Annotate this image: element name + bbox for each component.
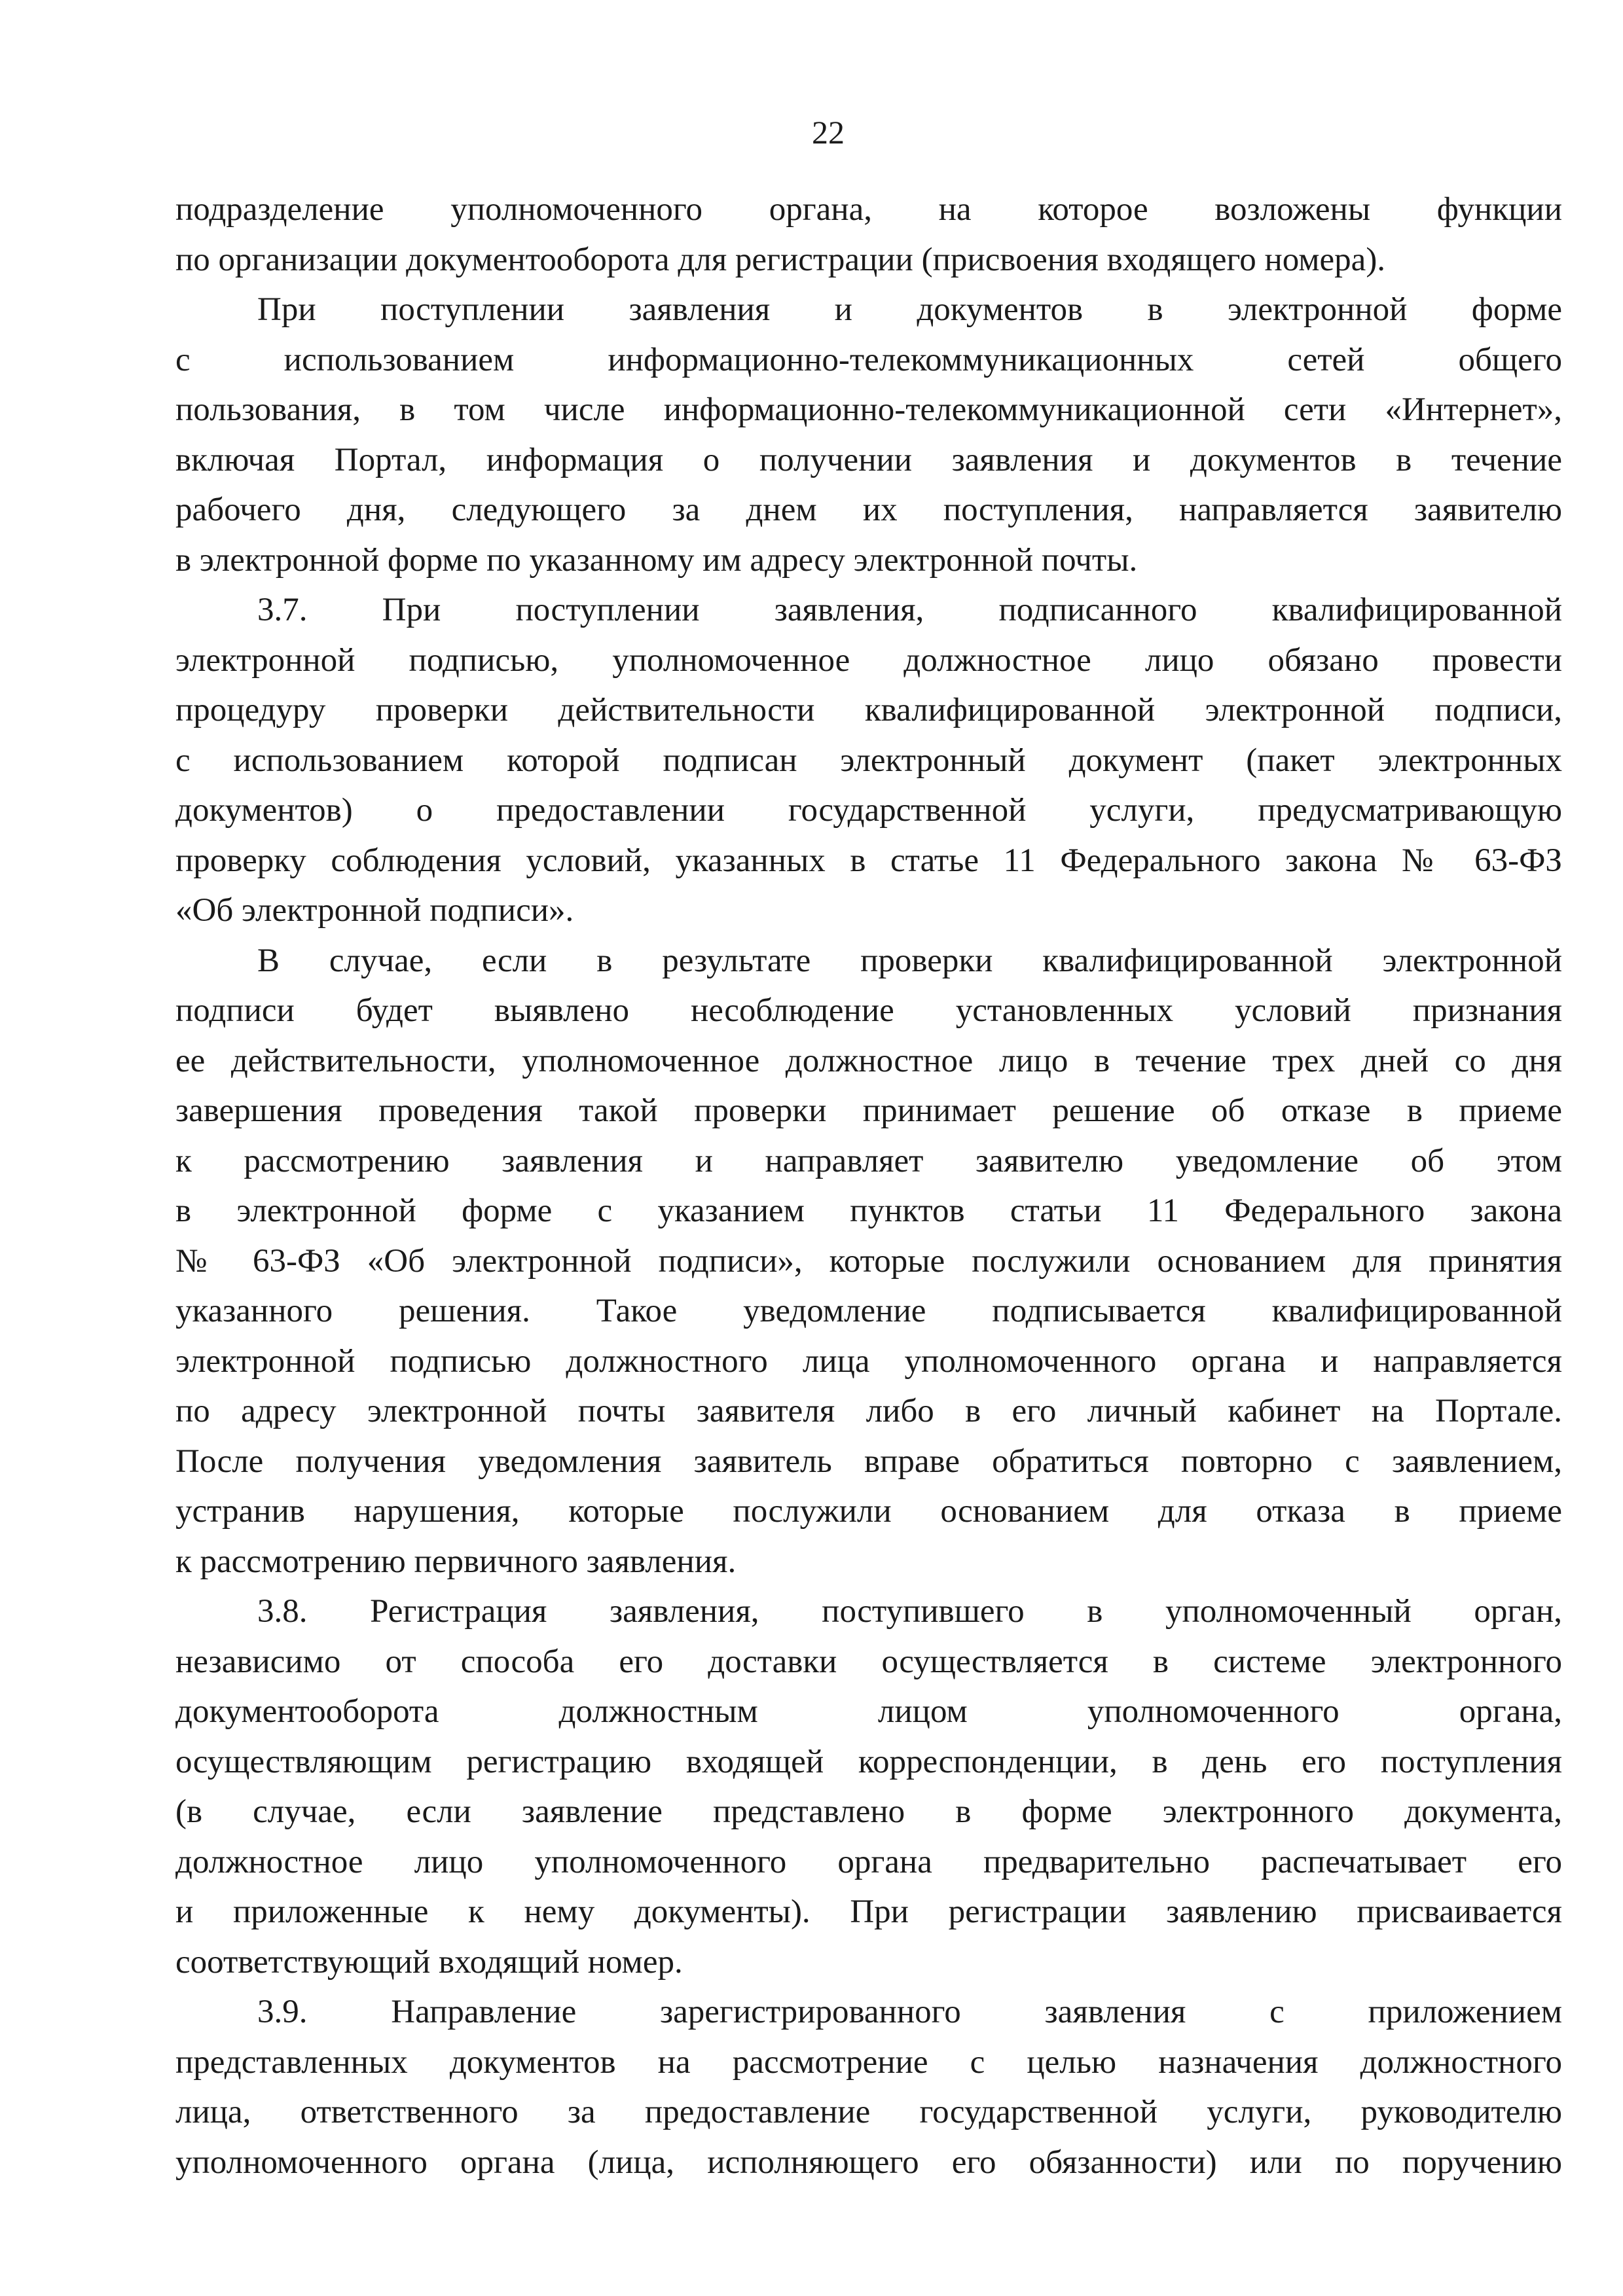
text-line: рабочего дня, следующего за днем их поступления, направляется заявителю [175,492,1562,528]
text-line: 3.7. При поступлении заявления, подписанного квалифицированной [257,592,1562,628]
text-line: № 63-ФЗ «Об электронной подписи», которые послужили основанием для принятия [175,1242,1562,1280]
text-line: в электронной форме по указанному им адресу электронной почты. [175,541,1138,579]
text-line: включая Портал, информация о получении заявления и документов в течение [175,441,1562,478]
text-line: электронной подписью должностного лица уполномоченного органа и направляется [175,1342,1562,1380]
text-line: После получения уведомления заявитель вправе обратиться повторно с заявлением, [175,1443,1562,1480]
text-line: соответствующий входящий номер. [175,1943,683,1981]
text-line: процедуру проверки действительности квалифицированной электронной подписи, [175,692,1562,728]
text-line: уполномоченного органа (лица, исполняющего его обязанности) или по поручению [175,2144,1562,2181]
text-line: независимо от способа его доставки осуществляется в системе электронного [175,1643,1562,1680]
text-line: осуществляющим регистрацию входящей корреспонденции, в день его поступления [175,1743,1562,1780]
text-line: должностное лицо уполномоченного органа предварительно распечатывает его [175,1843,1562,1880]
text-line: «Об электронной подписи». [175,892,574,929]
text-line: и приложенные к нему документы). При регистрации заявлению присваивается [175,1893,1562,1930]
text-line: лица, ответственного за предоставление государственной услуги, руководителю [175,2094,1562,2130]
text-line: по организации документооборота для регистрации (присвоения входящего номера). [175,241,1386,278]
text-line: В случае, если в результате проверки квалифицированной электронной [257,942,1562,979]
text-line: проверку соблюдения условий, указанных в статье 11 Федерального закона № 63-ФЗ [175,842,1562,879]
text-line: завершения проведения такой проверки принимает решение об отказе в приеме [175,1092,1562,1129]
text-line: подписи будет выявлено несоблюдение установленных условий признания [175,992,1562,1029]
text-line: (в случае, если заявление представлено в форме электронного документа, [175,1793,1562,1830]
text-line: ее действительности, уполномоченное должностное лицо в течение трех дней со дня [175,1042,1562,1079]
text-line: представленных документов на рассмотрение с целью назначения должностного [175,2043,1562,2081]
text-line: электронной подписью, уполномоченное должностное лицо обязано провести [175,641,1562,679]
text-line: по адресу электронной почты заявителя либо в его личный кабинет на Портале. [175,1393,1562,1429]
page-number: 22 [812,114,845,151]
text-line: указанного решения. Такое уведомление подписывается квалифицированной [175,1293,1562,1329]
body-text [175,185,1562,2187]
text-line: При поступлении заявления и документов в электронной форме [257,291,1562,328]
text-line: документооборота должностным лицом уполномоченного органа, [175,1693,1562,1730]
text-line: 3.9. Направление зарегистрированного заявления с приложением [257,1994,1562,2030]
text-line: к рассмотрению заявления и направляет заявителю уведомление об этом [175,1142,1562,1179]
text-line: с использованием которой подписан электронный документ (пакет электронных [175,742,1562,779]
text-line: 3.8. Регистрация заявления, поступившего в уполномоченный орган, [257,1593,1562,1630]
text-line: с использованием информационно-телекоммуникационных сетей общего [175,341,1562,378]
text-line: к рассмотрению первичного заявления. [175,1543,737,1580]
text-line: подразделение уполномоченного органа, на которое возложены функции [175,191,1562,228]
text-line: пользования, в том числе информационно-телекоммуникационной сети «Интернет», [175,391,1562,428]
text-line: документов) о предоставлении государственной услуги, предусматривающую [175,792,1562,829]
text-line: устранив нарушения, которые послужили основанием для отказа в приеме [175,1493,1562,1530]
text-line: в электронной форме с указанием пунктов статьи 11 Федерального закона [175,1193,1562,1229]
